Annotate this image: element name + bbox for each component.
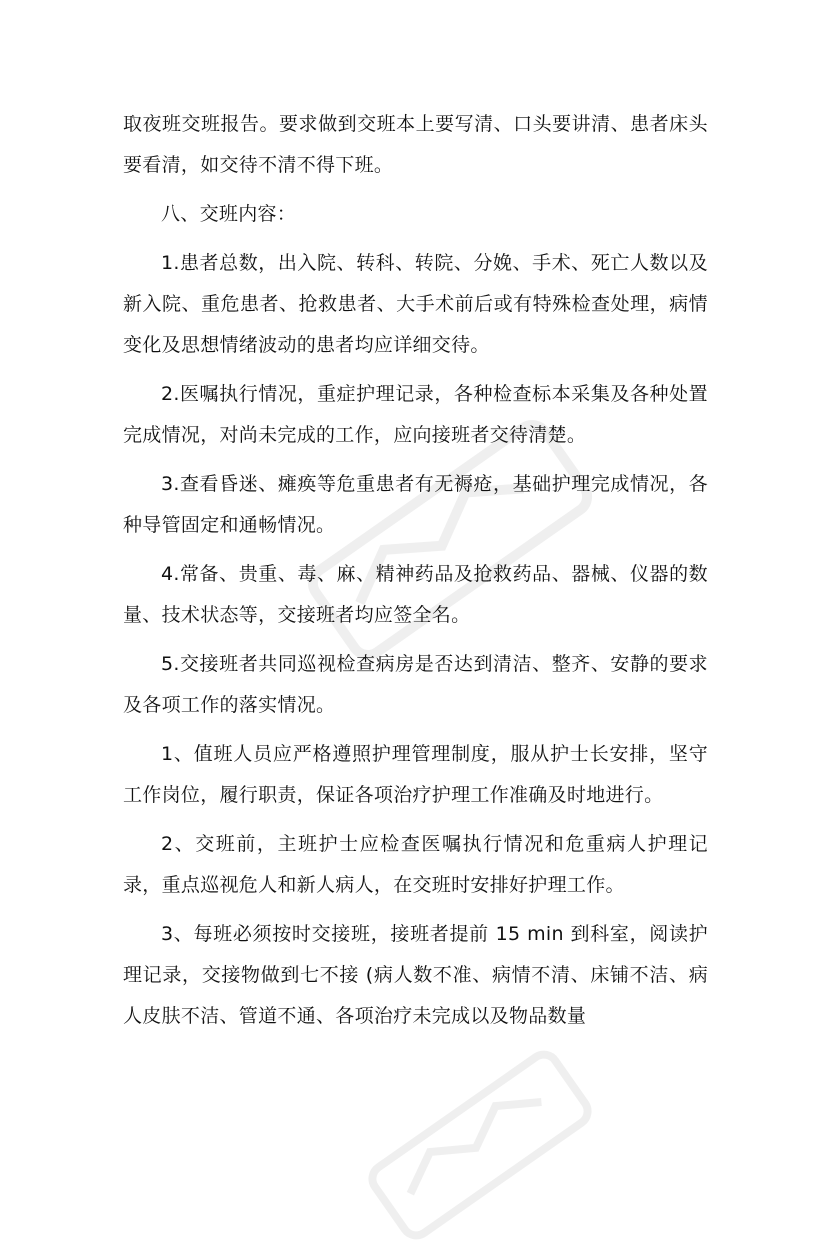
paragraph-rule-1: 1、值班人员应严格遵照护理管理制度，服从护士长安排，坚守工作岗位，履行职责，保证各项治疗护理工作准确及时地进行。 [123, 743, 708, 806]
section-heading-handover-content: 八、交班内容： [161, 203, 297, 225]
document-body [123, 104, 708, 1045]
paragraph-item-5: 5.交接班者共同巡视检查病房是否达到清洁、整齐、安静的要求及各项工作的落实情况。 [123, 653, 708, 716]
paragraph-continued: 取夜班交班报告。要求做到交班本上要写清、口头要讲清、患者床头要看清，如交待不清不得下班。 [123, 113, 708, 176]
paragraph-item-4: 4.常备、贵重、毒、麻、精神药品及抢救药品、器械、仪器的数量、技术状态等，交接班者均应签全名。 [123, 563, 708, 626]
watermark-logo-bottom [350, 1031, 610, 1259]
paragraph-item-1: 1.患者总数，出入院、转科、转院、分娩、手术、死亡人数以及新入院、重危患者、抢救患者、大手术前后或有特殊检查处理，病情变化及思想情绪波动的患者均应详细交待。 [123, 252, 708, 356]
paragraph-rule-2: 2、交班前，主班护士应检查医嘱执行情况和危重病人护理记录，重点巡视危人和新人病人，在交班时安排好护理工作。 [123, 833, 708, 896]
paragraph-item-3: 3.查看昏迷、瘫痪等危重患者有无褥疮，基础护理完成情况，各种导管固定和通畅情况。 [123, 473, 708, 536]
paragraph-item-2: 2.医嘱执行情况，重症护理记录，各种检查标本采集及各种处置完成情况，对尚未完成的工作，应向接班者交待清楚。 [123, 383, 708, 446]
paragraph-rule-3: 3、每班必须按时交接班，接班者提前 15 min 到科室，阅读护理记录，交接物做到七不接 (病人数不准、病情不清、床铺不洁、病人皮肤不洁、管道不通、各项治疗未完成以及物品数量 [123, 923, 708, 1027]
